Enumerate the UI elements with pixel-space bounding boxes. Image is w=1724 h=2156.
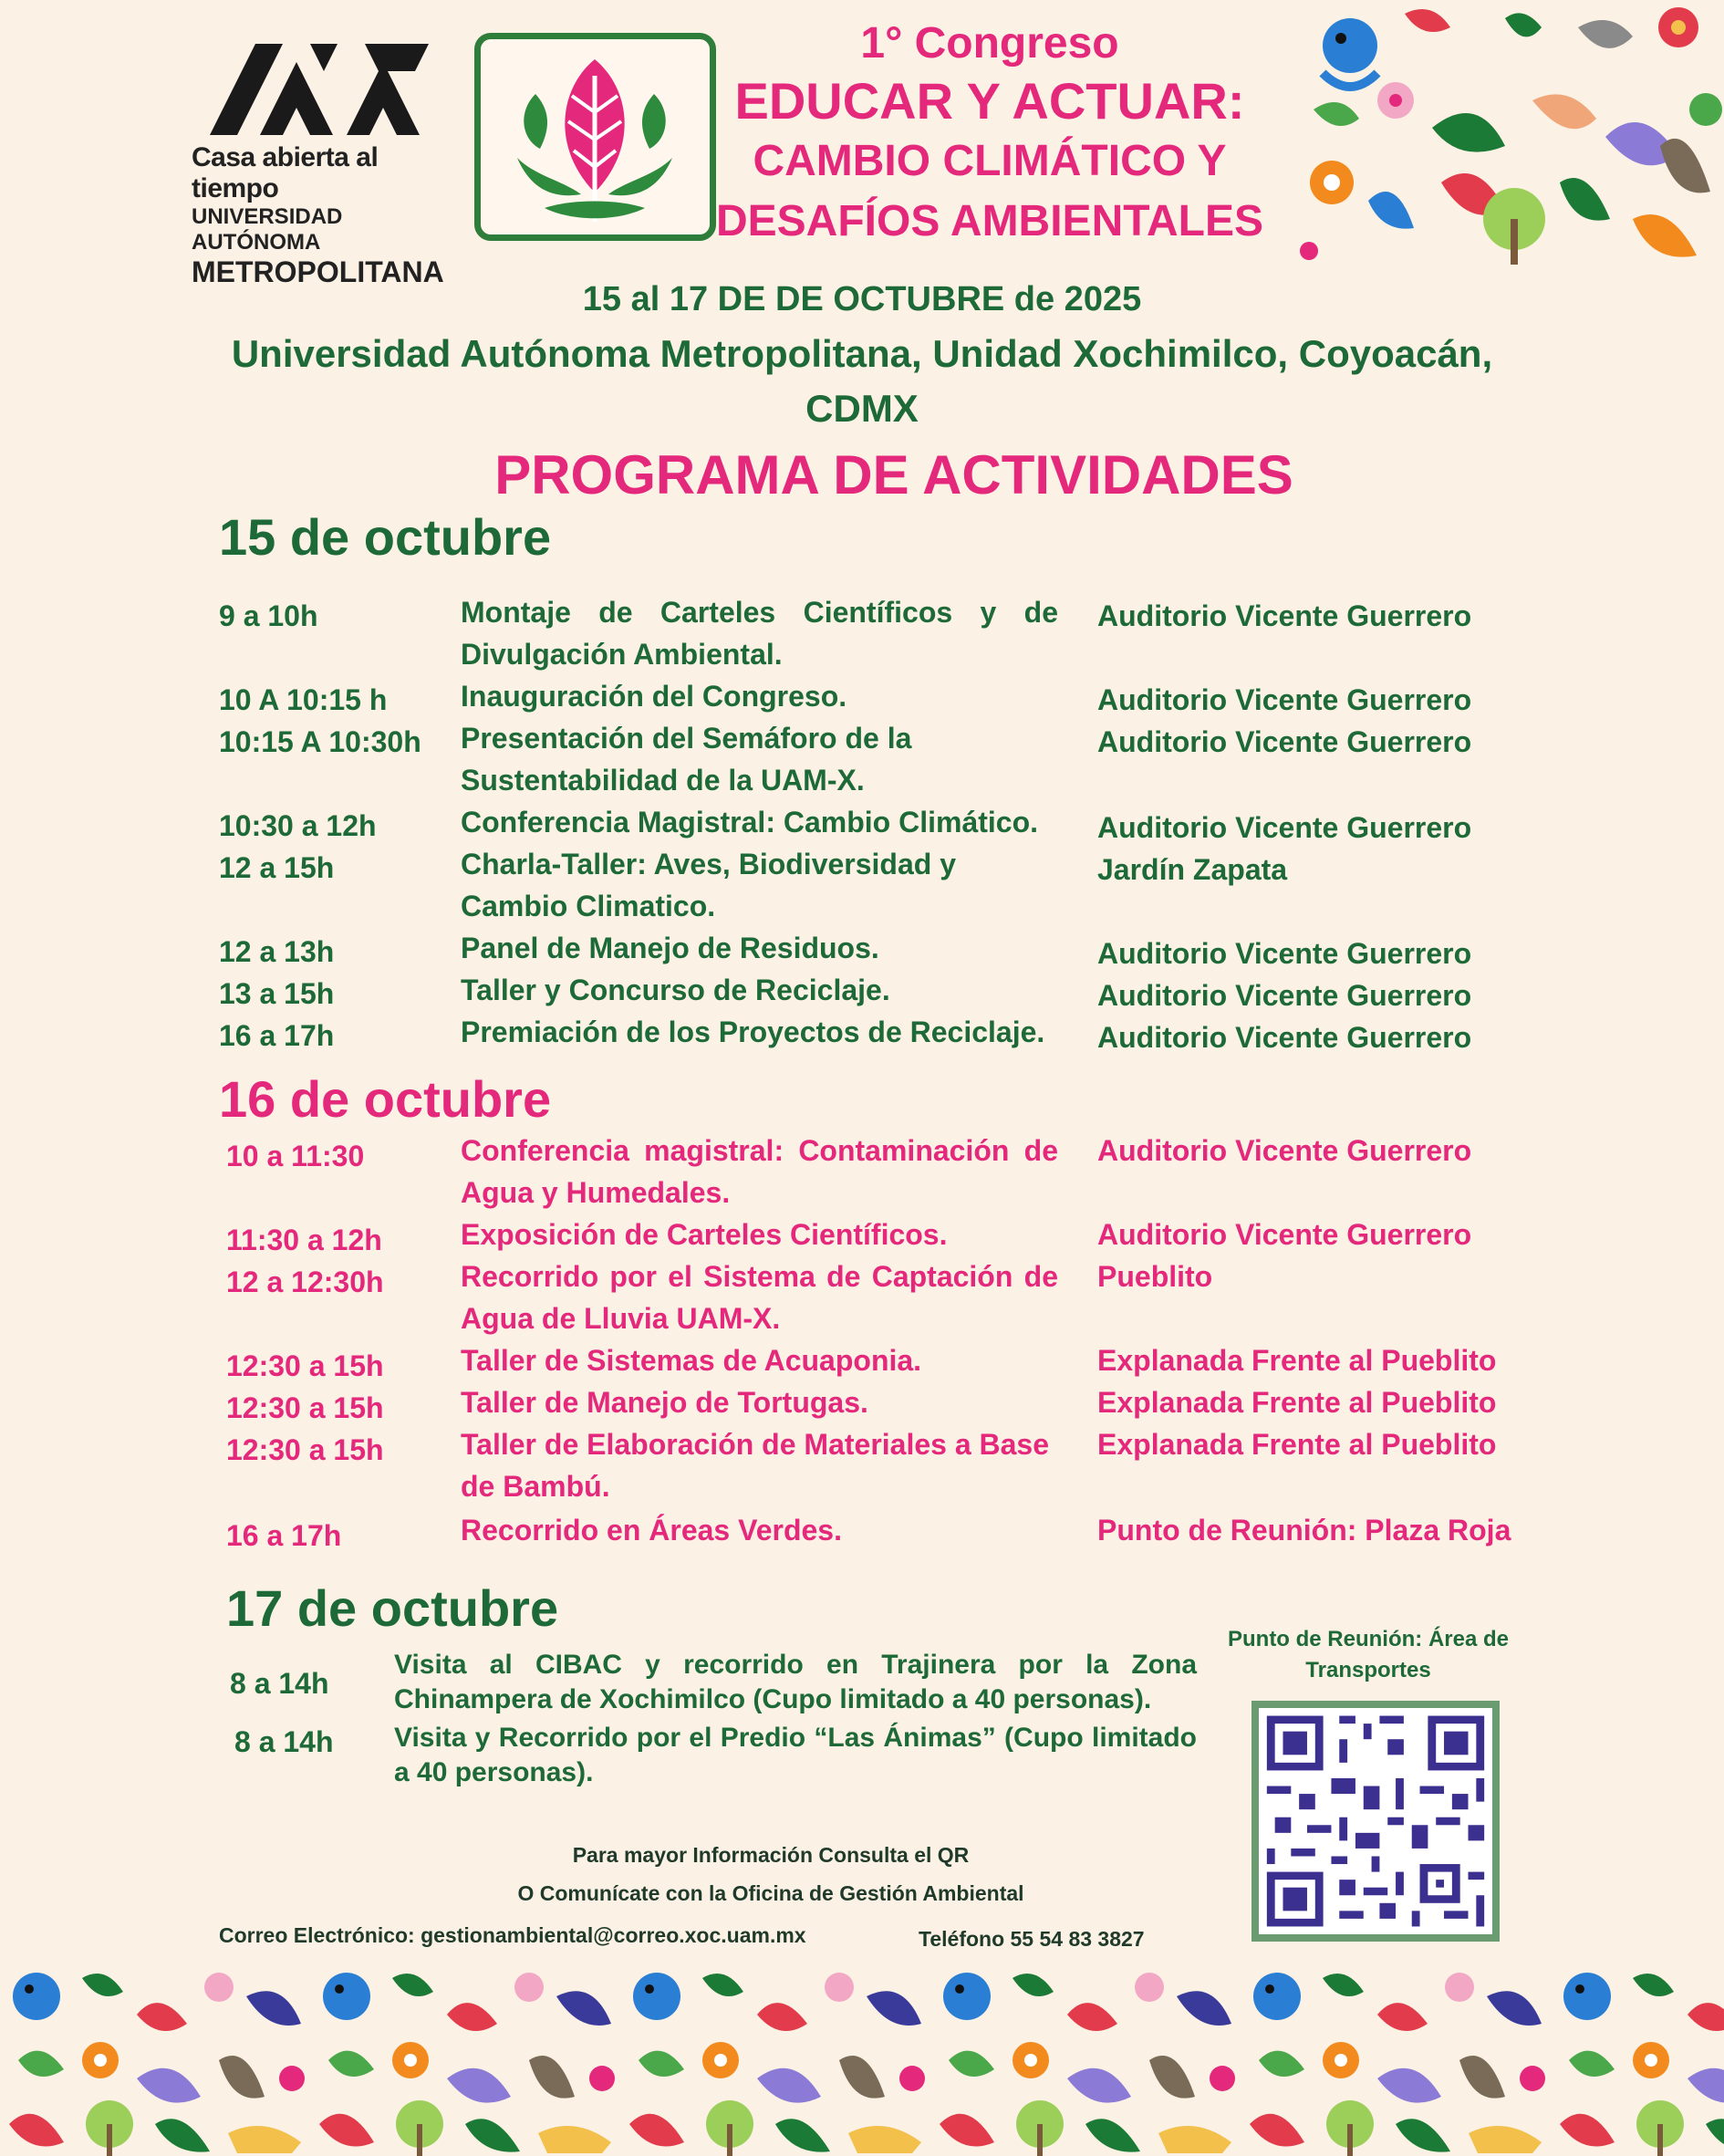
more-info-line: Para mayor Información Consulta el QR (572, 1843, 970, 1867)
uam-tagline: Casa abierta al tiempo (192, 142, 379, 203)
row-time: 10:15 A 10:30h (219, 725, 421, 758)
row-activity: Taller de Sistemas de Acuaponia. (461, 1344, 922, 1377)
row-activity: Charla-Taller: Aves, Biodiversidad y Cambio Climatico. (461, 848, 956, 922)
contact-email[interactable]: Correo Electrónico: gestionambiental@correo.xoc.uam.mx (219, 1923, 806, 1947)
program-title: PROGRAMA DE ACTIVIDADES (494, 444, 1293, 505)
row-time: 12 a 15h (219, 851, 335, 884)
congress-title-line: DESAFÍOS AMBIENTALES (715, 197, 1264, 245)
row-activity: Taller de Elaboración de Materiales a Base de Bambú. (461, 1428, 1050, 1503)
row-time: 12:30 a 15h (226, 1391, 384, 1424)
decorative-illustration (1295, 0, 1724, 265)
row-activity: Exposición de Carteles Científicos. (461, 1218, 948, 1251)
row-activity: Visita y Recorrido por el Predio “Las Ánimas” (Cupo limitado a 40 personas). (394, 1723, 1197, 1787)
contact-phone[interactable]: Teléfono 55 54 83 3827 (919, 1927, 1145, 1951)
row-activity: Taller de Manejo de Tortugas. (461, 1386, 868, 1419)
qr-code[interactable] (1251, 1701, 1500, 1942)
congress-title (711, 16, 1268, 252)
decorative-border (0, 1960, 1724, 2156)
row-place: Auditorio Vicente Guerrero (1097, 599, 1472, 632)
row-time: 11:30 a 12h (226, 1224, 382, 1256)
row-time: 8 a 14h (230, 1667, 329, 1700)
row-place: Auditorio Vicente Guerrero (1097, 937, 1472, 970)
row-place: Jardín Zapata (1097, 853, 1288, 886)
row-time: 13 a 15h (219, 977, 335, 1010)
row-activity: Panel de Manejo de Residuos. (461, 932, 879, 964)
row-time: 8 a 14h (234, 1725, 334, 1758)
day-title: 16 de octubre (219, 1070, 552, 1128)
row-place: Explanada Frente al Pueblito (1097, 1386, 1497, 1419)
row-activity: Visita al CIBAC y recorrido en Trajinera por la Zona Chinampera de Xochimilco (Cupo limitado a 40 personas). (394, 1650, 1197, 1714)
row-time: 12 a 13h (219, 935, 335, 968)
row-activity: Premiación de los Proyectos de Reciclaje. (461, 1016, 1045, 1048)
day-title: 15 de octubre (219, 508, 552, 566)
event-info (0, 272, 1724, 436)
row-activity: Recorrido en Áreas Verdes. (461, 1514, 842, 1547)
row-place: Auditorio Vicente Guerrero (1097, 725, 1472, 758)
more-info-line: O Comunícate con la Oficina de Gestión Ambiental (517, 1881, 1024, 1905)
row-time: 10 a 11:30 (226, 1140, 365, 1172)
row-activity: Conferencia Magistral: Cambio Climático. (461, 806, 1039, 838)
congress-leaf-logo (474, 33, 716, 241)
meeting-point-label: Punto de Reunión: Área de Transportes (1227, 1627, 1509, 1682)
row-activity: Presentación del Semáforo de la Sustentabilidad de la UAM-X. (461, 722, 912, 797)
row-time: 9 a 10h (219, 599, 318, 632)
congress-edition: 1° Congreso (860, 19, 1119, 68)
uam-name-line: METROPOLITANA (192, 255, 444, 288)
congress-title-line: EDUCAR Y ACTUAR: (734, 72, 1245, 130)
row-time: 12 a 12:30h (226, 1265, 384, 1298)
row-place: Pueblito (1097, 1260, 1213, 1293)
row-activity: Conferencia magistral: Contaminación de Agua y Humedales. (461, 1134, 1058, 1209)
row-time: 10 A 10:15 h (219, 683, 388, 716)
event-venue: Universidad Autónoma Metropolitana, Unidad Xochimilco, Coyoacán, CDMX (231, 332, 1493, 430)
row-place: Explanada Frente al Pueblito (1097, 1344, 1497, 1377)
uam-emblem-icon (210, 44, 429, 135)
row-activity: Recorrido por el Sistema de Captación de Agua de Lluvia UAM-X. (461, 1260, 1058, 1335)
row-place: Auditorio Vicente Guerrero (1097, 1134, 1472, 1167)
uam-logo (192, 44, 447, 288)
row-time: 16 a 17h (219, 1019, 335, 1052)
row-place: Auditorio Vicente Guerrero (1097, 683, 1472, 716)
day-title: 17 de octubre (226, 1579, 559, 1637)
row-place: Auditorio Vicente Guerrero (1097, 1218, 1472, 1251)
congress-title-line: CAMBIO CLIMÁTICO Y (753, 137, 1227, 185)
row-time: 16 a 17h (226, 1519, 342, 1552)
leaf-icon (481, 39, 710, 234)
row-place: Punto de Reunión: Plaza Roja (1097, 1514, 1511, 1547)
event-dates: 15 al 17 DE DE OCTUBRE de 2025 (582, 280, 1142, 318)
row-place: Auditorio Vicente Guerrero (1097, 811, 1472, 844)
qr-code-icon (1259, 1708, 1492, 1934)
row-time: 10:30 a 12h (219, 809, 377, 842)
uam-name-line: UNIVERSIDAD AUTÓNOMA (192, 204, 343, 255)
more-info (383, 1836, 1158, 1912)
row-time: 12:30 a 15h (226, 1433, 384, 1466)
row-activity: Montaje de Carteles Científicos y de Divulgación Ambiental. (461, 596, 1058, 671)
row-place: Explanada Frente al Pueblito (1097, 1428, 1497, 1461)
row-place: Auditorio Vicente Guerrero (1097, 1021, 1472, 1054)
row-activity: Taller y Concurso de Reciclaje. (461, 974, 890, 1006)
row-activity: Inauguración del Congreso. (461, 680, 847, 713)
row-place: Auditorio Vicente Guerrero (1097, 979, 1472, 1012)
row-time: 12:30 a 15h (226, 1349, 384, 1382)
